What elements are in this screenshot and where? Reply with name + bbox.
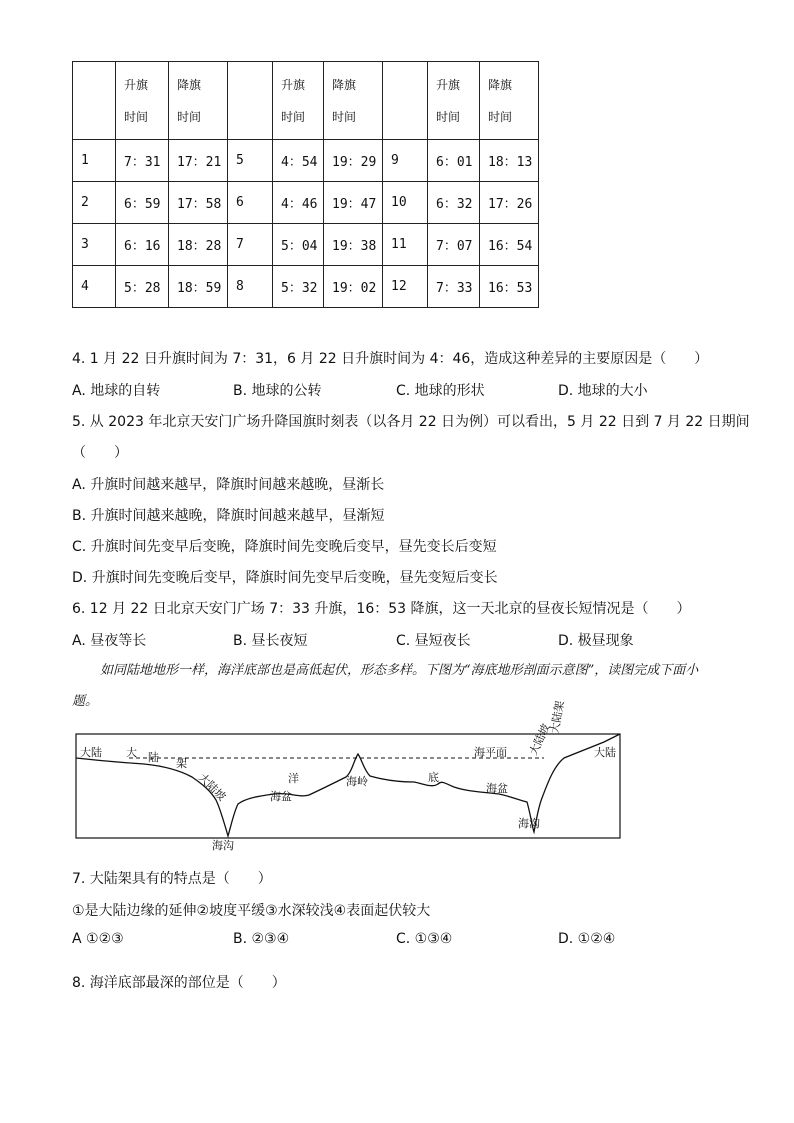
table-cell: 5：32 [273,266,324,308]
label-shelf-left-2: 陆 [148,751,159,764]
table-cell: 4 [73,266,116,308]
q5-option-d: D. 升旗时间先变晚后变早，降旗时间先变早后变晚，昼先变短后变长 [72,570,498,586]
table-cell: 19：38 [324,224,383,266]
table-cell: 18：13 [480,140,539,182]
table-cell: 6：32 [428,182,480,224]
q4-option-b: B. 地球的公转 [233,383,322,399]
table-cell: 9 [383,140,428,182]
q4-option-a: A. 地球的自转 [72,383,161,399]
table-cell: 6：16 [116,224,169,266]
table-cell: 2 [73,182,116,224]
label-sea-level: 海平面 [474,746,507,759]
q6-option-c: C. 昼短夜长 [396,633,471,649]
question-4-text: 4. 1 月 22 日升旗时间为 7：31，6 月 22 日升旗时间为 4：46，造成这种差异的主要原因是（ ） [72,351,709,367]
table-cell: 18：59 [169,266,228,308]
table-cell: 7 [228,224,273,266]
table-row [73,140,539,182]
table-cell: 17：58 [169,182,228,224]
table-cell: 5：28 [116,266,169,308]
q6-option-d: D. 极昼现象 [558,633,634,649]
label-shelf-left-1: 大 [126,746,137,759]
header-raise-time: 升旗 时间 [273,62,324,140]
q7-option-b: B. ②③④ [233,931,290,947]
table-cell: 3 [73,224,116,266]
q7-option-a: A ①②③ [72,931,124,947]
question-5-blank: （ ） [72,445,128,461]
table-cell: 10 [383,182,428,224]
seafloor-profile-diagram [74,699,622,852]
label-ridge: 海岭 [346,775,368,788]
header-lower-time: 降旗 时间 [324,62,383,140]
header-cell [228,62,273,140]
table-cell: 8 [228,266,273,308]
table-cell: 19：29 [324,140,383,182]
label-trench-left: 海沟 [212,839,234,852]
table-row [73,224,539,266]
question-8-text: 8. 海洋底部最深的部位是（ ） [72,975,286,991]
header-cell [383,62,428,140]
label-basin-left: 海盆 [270,790,292,803]
table-cell: 6：01 [428,140,480,182]
table-cell: 6：59 [116,182,169,224]
table-cell: 4：46 [273,182,324,224]
label-ocean-2: 底 [428,771,439,784]
table-cell: 16：54 [480,224,539,266]
table-cell: 16：53 [480,266,539,308]
diagram-intro-text: 如同陆地地形一样，海洋底部也是高低起伏，形态多样。下图为“海底地形剖面示意图”，读图完成下面小题。 [72,663,699,709]
table-header-row [73,62,539,140]
table-cell: 5：04 [273,224,324,266]
question-5-text: 5. 从 2023 年北京天安门广场升降国旗时刻表（以各月 22 日为例）可以看出，5 月 22 日到 7 月 22 日期间 [72,414,750,430]
table-cell: 5 [228,140,273,182]
label-basin-right: 海盆 [486,782,508,795]
table-cell: 1 [73,140,116,182]
table-cell: 19：02 [324,266,383,308]
table-cell: 12 [383,266,428,308]
q5-option-a: A. 升旗时间越来越早，降旗时间越来越晚，昼渐长 [72,477,385,493]
label-trench-right: 海沟 [518,817,540,830]
label-shelf-right: 大陆架 [548,699,567,735]
header-raise-time: 升旗 时间 [116,62,169,140]
table-cell: 4：54 [273,140,324,182]
q5-option-c: C. 升旗时间先变早后变晚，降旗时间先变晚后变早，昼先变长后变短 [72,539,497,555]
label-continent-left: 大陆 [80,746,102,759]
table-row [73,182,539,224]
table-cell: 7：31 [116,140,169,182]
label-slope-right: 大陆坡 [526,721,553,758]
q6-option-a: A. 昼夜等长 [72,633,147,649]
table-cell: 11 [383,224,428,266]
q4-option-d: D. 地球的大小 [558,383,648,399]
header-lower-time: 降旗 时间 [480,62,539,140]
table-cell: 17：21 [169,140,228,182]
label-slope-left: 大陆坡 [195,770,229,804]
label-continent-right: 大陆 [594,746,616,759]
question-6-text: 6. 12 月 22 日北京天安门广场 7：33 升旗，16：53 降旗，这一天北京的昼夜长短情况是（ ） [72,601,691,617]
q7-option-c: C. ①③④ [396,931,453,947]
q6-option-b: B. 昼长夜短 [233,633,308,649]
question-7-text: 7. 大陆架具有的特点是（ ） [72,871,272,887]
table-cell: 6 [228,182,273,224]
header-lower-time: 降旗 时间 [169,62,228,140]
label-ocean-1: 洋 [288,772,299,785]
q4-option-c: C. 地球的形状 [396,383,485,399]
table-cell: 7：33 [428,266,480,308]
question-7-statements: ①是大陆边缘的延伸②坡度平缓③水深较浅④表面起伏较大 [72,903,431,919]
label-shelf-left-3: 架 [176,757,187,770]
header-cell [73,62,116,140]
q7-option-d: D. ①②④ [558,931,616,947]
q5-option-b: B. 升旗时间越来越晚，降旗时间越来越早，昼渐短 [72,508,385,524]
table-row [73,266,539,308]
table-cell: 19：47 [324,182,383,224]
table-cell: 17：26 [480,182,539,224]
flag-time-table [72,61,539,308]
table-cell: 18：28 [169,224,228,266]
table-cell: 7：07 [428,224,480,266]
header-raise-time: 升旗 时间 [428,62,480,140]
